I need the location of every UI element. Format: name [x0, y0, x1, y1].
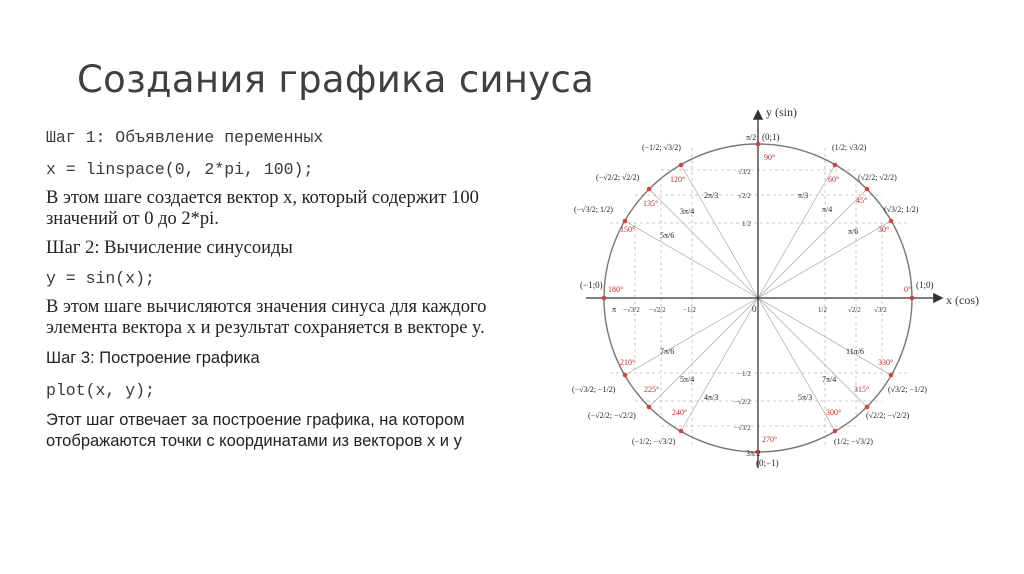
radian-315: 7π/4 — [822, 375, 837, 384]
angle-30: 30° — [878, 225, 890, 234]
step2-heading: Шаг 2: Вычисление синусоиды — [46, 238, 293, 258]
coord-330: (√3/2; −1/2) — [888, 385, 927, 394]
step3-text: Этот шаг отвечает за построение графика, на котором отображаются точки с координатами из векторов x и y — [46, 411, 465, 450]
angle-150: 150° — [620, 225, 636, 234]
coord-315: (√2/2; −√2/2) — [866, 411, 910, 420]
x-axis-label: x (cos) — [946, 293, 979, 307]
step1-text: В этом шаге создается вектор x, который содержит 100 значений от 0 до 2*pi. — [46, 188, 479, 229]
radian-135: 3π/4 — [680, 207, 695, 216]
slide-title: Создания графика синуса — [77, 58, 595, 101]
y-tick-3: −1/2 — [738, 370, 751, 378]
coord-30: (√3/2; 1/2) — [884, 205, 919, 214]
step1-code: x = linspace(0, 2*pi, 100); — [46, 160, 314, 179]
angle-300: 300° — [826, 408, 842, 417]
x-tick-5: √3/2 — [874, 306, 887, 314]
step2-text: В этом шаге вычисляются значения синуса для каждого элемента вектора x и результат сохраняется в векторе y. — [46, 297, 487, 338]
coord-225: (−√2/2; −√2/2) — [588, 411, 636, 420]
radian-45: π/4 — [822, 205, 833, 214]
point-bottom-label: (0;−1) — [756, 458, 779, 468]
angle-45: 45° — [856, 196, 868, 205]
coord-240: (−1/2; −√3/2) — [632, 437, 676, 446]
angle-210: 210° — [620, 358, 636, 367]
radian-60: π/3 — [798, 191, 809, 200]
x-tick-3: 1/2 — [818, 306, 827, 314]
y-tick-0: √3/2 — [738, 168, 751, 176]
y-tick-1: √2/2 — [738, 192, 751, 200]
y-tick-2: 1/2 — [742, 220, 751, 228]
coord-135: (−√2/2; √2/2) — [596, 173, 640, 182]
x-tick-1: −√2/2 — [649, 306, 666, 314]
step3-code: plot(x, y); — [46, 381, 155, 400]
step2-code: y = sin(x); — [46, 269, 155, 288]
radian-120: 2π/3 — [704, 191, 719, 200]
coord-300: (1/2; −√3/2) — [834, 437, 873, 446]
x-tick-2: −1/2 — [683, 306, 696, 314]
coord-60: (1/2; √3/2) — [832, 143, 867, 152]
angle-135: 135° — [643, 199, 659, 208]
angle-330: 330° — [878, 358, 894, 367]
angle-270: 270° — [762, 435, 778, 444]
step3-heading: Шаг 3: Построение графика — [46, 349, 260, 367]
step1-heading: Шаг 1: Объявление переменных — [46, 128, 324, 147]
coord-45: (√2/2; √2/2) — [858, 173, 897, 182]
coord-150: (−√3/2; 1/2) — [574, 205, 613, 214]
radian-270: 3π/2 — [746, 449, 761, 458]
slide-content — [46, 128, 566, 452]
radian-180: π — [612, 305, 617, 314]
angle-180: 180° — [608, 285, 624, 294]
y-tick-labels — [734, 168, 751, 432]
angle-0: 0° — [904, 285, 912, 294]
unit-circle-figure — [566, 100, 996, 480]
angle-240: 240° — [672, 408, 688, 417]
point-left-label: (−1;0) — [580, 280, 603, 290]
x-tick-4: √2/2 — [848, 306, 861, 314]
radian-225: 5π/4 — [680, 375, 695, 384]
origin-label: 0 — [752, 304, 757, 314]
radian-240: 4π/3 — [704, 393, 719, 402]
coord-120: (−1/2; √3/2) — [642, 143, 681, 152]
radian-210: 7π/6 — [660, 347, 675, 356]
angle-225: 225° — [644, 385, 660, 394]
radian-330: 11π/6 — [846, 347, 864, 356]
x-tick-0: −√3/2 — [623, 306, 640, 314]
unit-circle-diagram — [566, 100, 996, 480]
angle-120: 120° — [670, 175, 686, 184]
radian-150: 5π/6 — [660, 231, 675, 240]
angle-90: 90° — [764, 153, 776, 162]
coord-210: (−√3/2; −1/2) — [572, 385, 616, 394]
radian-90: π/2 — [746, 133, 757, 142]
y-tick-5: −√3/2 — [734, 424, 751, 432]
y-axis-label: y (sin) — [766, 105, 797, 119]
radian-300: 5π/3 — [798, 393, 813, 402]
y-tick-4: −√2/2 — [734, 398, 751, 406]
radian-30: π/6 — [848, 227, 859, 236]
point-top-label: (0;1) — [762, 132, 780, 142]
angle-315: 315° — [854, 385, 870, 394]
angle-60: 60° — [828, 175, 840, 184]
point-right-label: (1;0) — [916, 280, 934, 290]
